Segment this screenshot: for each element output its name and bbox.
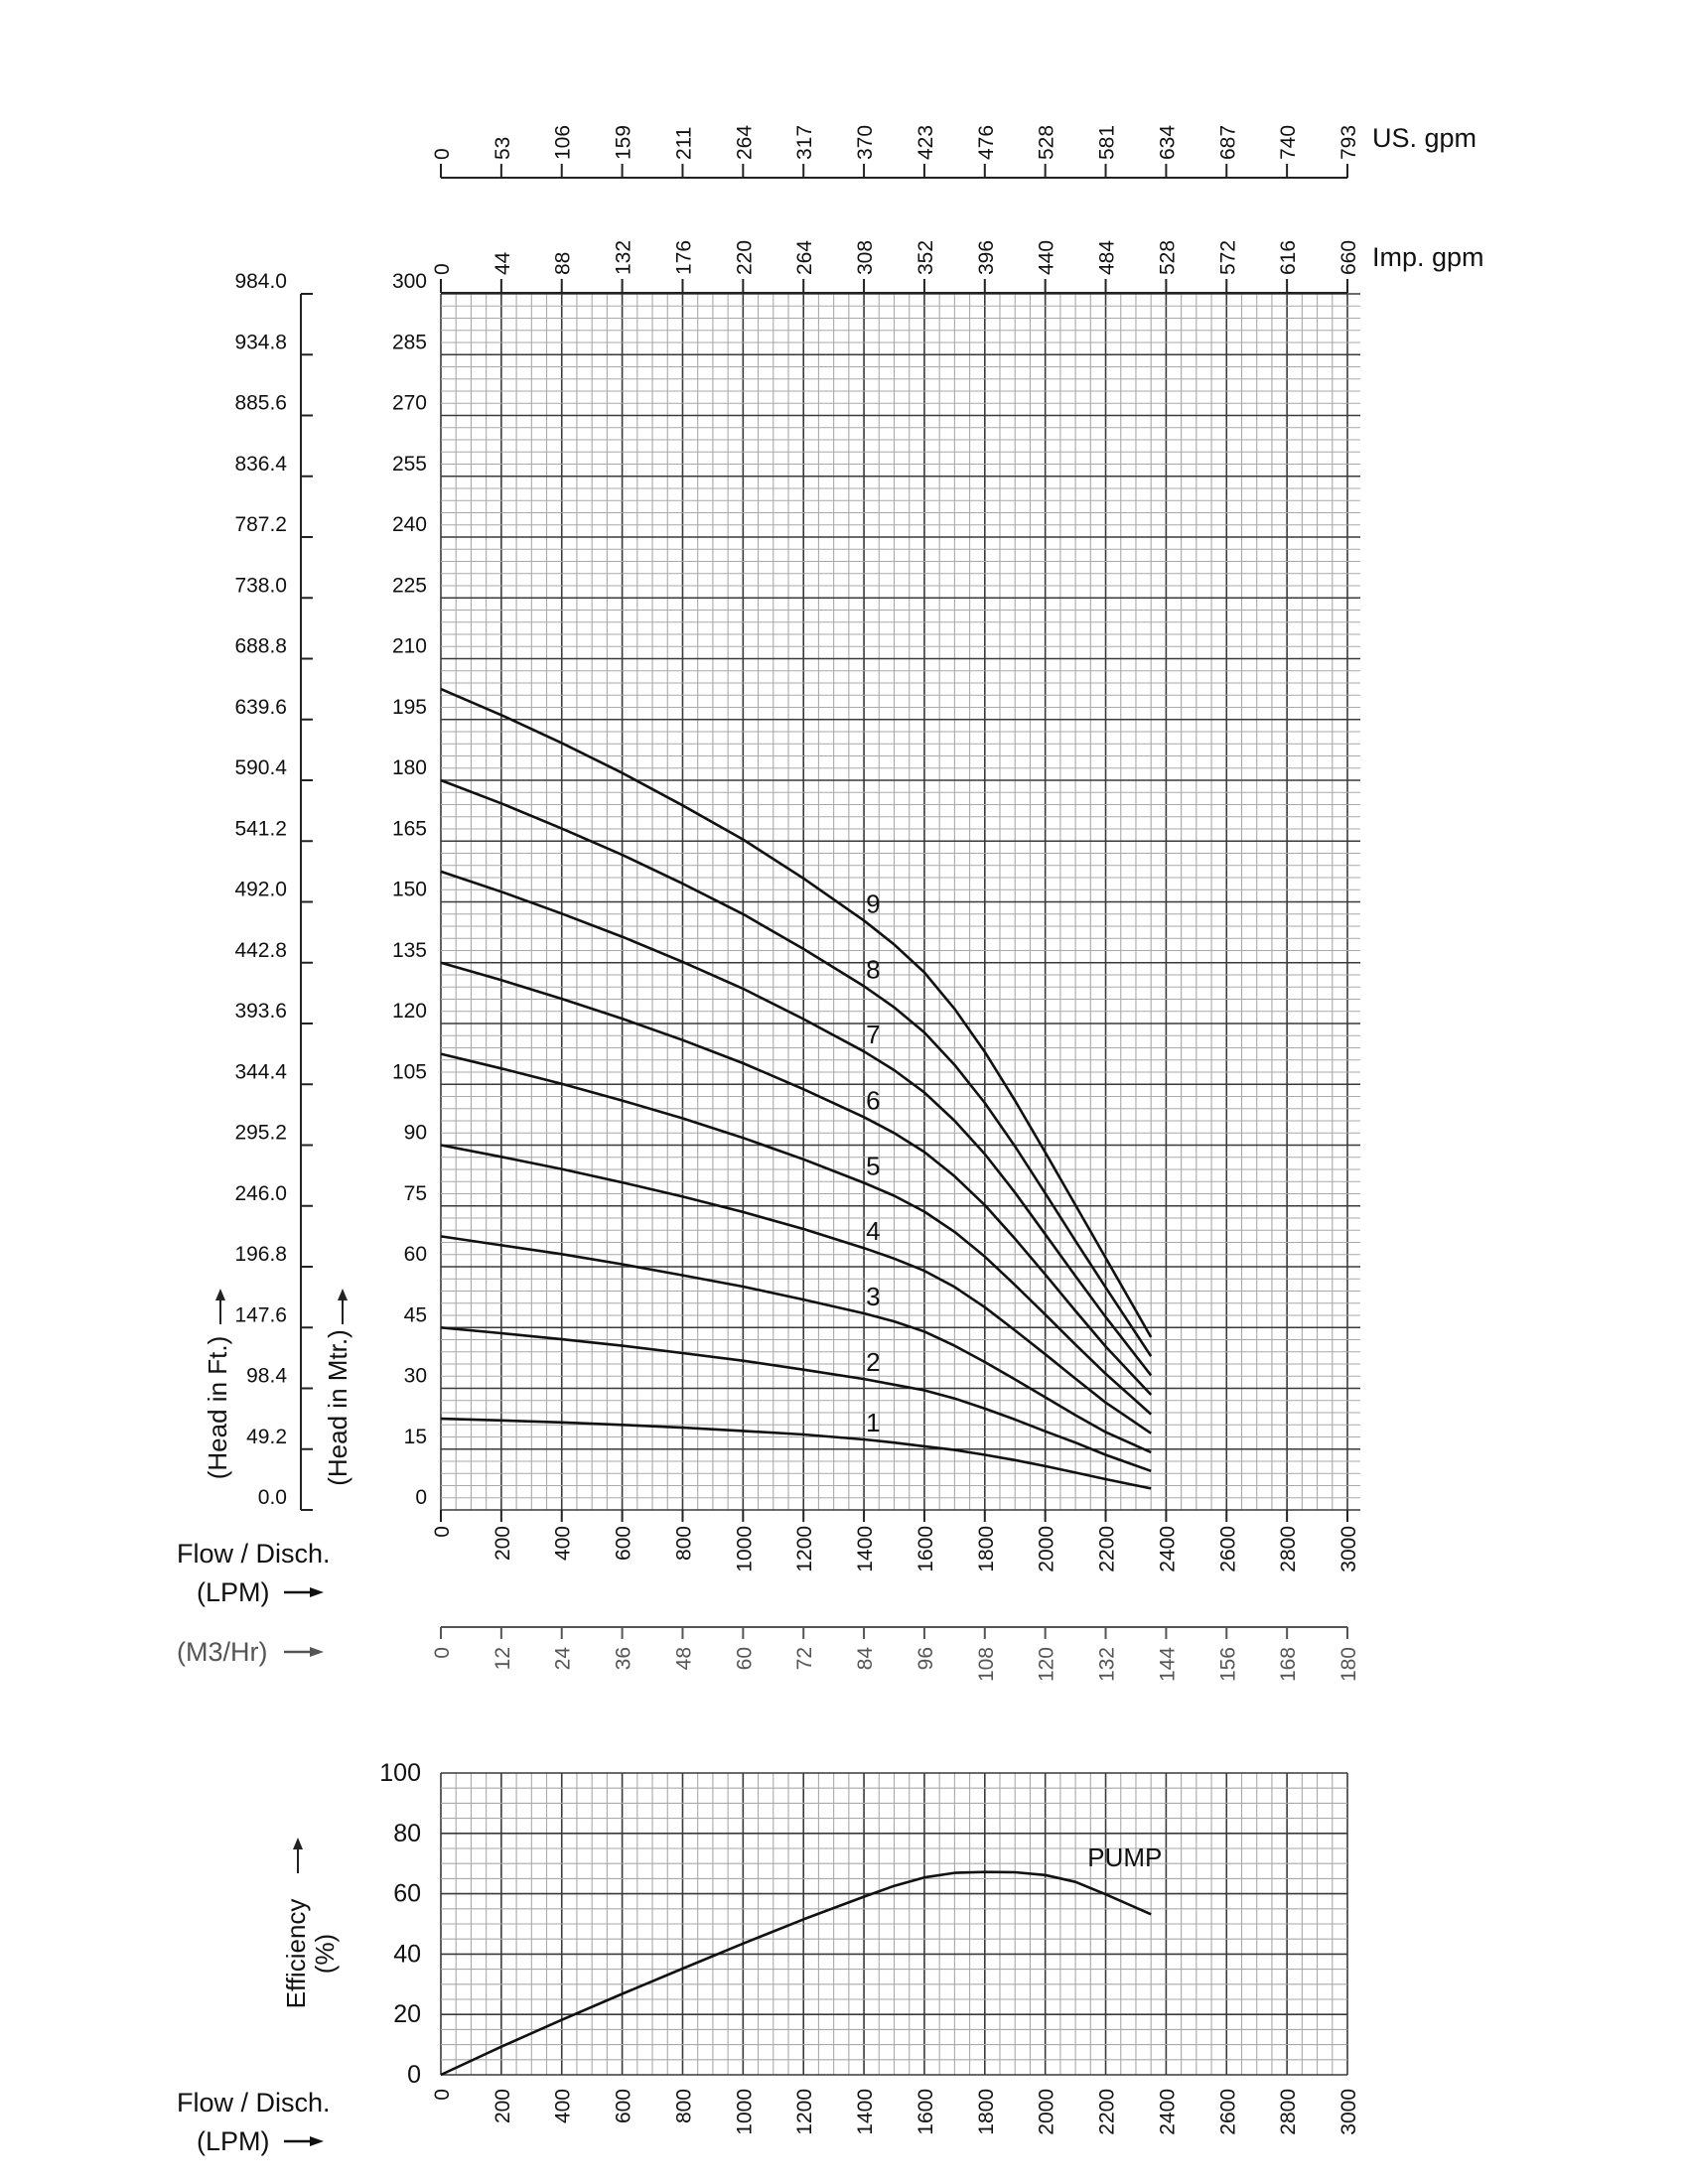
us-gpm-tick-label: 317: [793, 124, 817, 160]
efficiency-x-tick-label: 0: [431, 2089, 454, 2101]
curve-label: 4: [866, 1216, 881, 1247]
ft-tick-label: 836.4: [234, 452, 287, 476]
m-tick-label: 300: [391, 270, 427, 293]
lpm-right-arrow: [310, 1587, 324, 1597]
efficiency-tick-label: 20: [393, 2000, 421, 2029]
imp-gpm-unit-label: Imp. gpm: [1372, 242, 1484, 272]
m-tick-label: 180: [391, 756, 427, 779]
m-tick-label: 45: [403, 1303, 427, 1327]
m3hr-tick-label: 132: [1095, 1647, 1119, 1683]
efficiency-x-tick-label: 200: [491, 2089, 514, 2124]
ft-tick-label: 787.2: [234, 513, 287, 536]
efficiency-x-tick-label: 2000: [1035, 2089, 1058, 2135]
lpm-tick-label: 400: [551, 1526, 575, 1562]
imp-gpm-tick-label: 264: [793, 239, 817, 275]
m-tick-label: 15: [403, 1425, 427, 1448]
ft-tick-label: 442.8: [234, 938, 287, 962]
m-tick-label: 135: [391, 938, 427, 962]
m3hr-tick-label: 36: [612, 1647, 635, 1671]
imp-gpm-tick-label: 0: [431, 263, 454, 275]
efficiency-x-tick-label: 2800: [1277, 2089, 1301, 2135]
imp-gpm-tick-label: 352: [914, 239, 937, 275]
lpm-tick-label: 1400: [854, 1526, 878, 1572]
lpm-tick-label: 0: [431, 1526, 454, 1538]
m3hr-tick-label: 72: [793, 1647, 817, 1671]
lpm-tick-label: 2000: [1035, 1526, 1058, 1572]
lpm-tick-label: 1000: [733, 1526, 757, 1572]
imp-gpm-tick-label: 44: [491, 251, 514, 275]
m-tick-label: 225: [391, 574, 427, 598]
m-tick-label: 90: [403, 1121, 427, 1145]
us-gpm-tick-label: 634: [1156, 124, 1180, 160]
m3hr-tick-label: 96: [914, 1647, 937, 1671]
imp-gpm-tick-label: 132: [612, 239, 635, 275]
imp-gpm-tick-label: 616: [1277, 239, 1301, 275]
us-gpm-tick-label: 211: [672, 126, 696, 160]
m3hr-tick-label: 168: [1277, 1647, 1301, 1683]
m3hr-tick-label: 60: [733, 1647, 757, 1671]
ft-up-arrow: [215, 1289, 225, 1300]
us-gpm-tick-label: 159: [612, 124, 635, 160]
m-up-arrow: [338, 1289, 348, 1300]
m3hr-tick-label: 84: [854, 1647, 878, 1671]
m3hr-unit-label: (M3/Hr): [177, 1637, 268, 1667]
ft-tick-label: 49.2: [246, 1425, 287, 1448]
imp-gpm-tick-label: 396: [974, 239, 998, 275]
us-gpm-tick-label: 476: [974, 124, 998, 160]
efficiency-tick-label: 80: [393, 1819, 421, 1847]
efficiency-x-tick-label: 2200: [1095, 2089, 1119, 2135]
m3hr-tick-label: 156: [1216, 1647, 1240, 1683]
lpm-unit-label-efficiency: (LPM): [197, 2126, 270, 2156]
us-gpm-tick-label: 793: [1337, 124, 1360, 160]
m3hr-tick-label: 12: [491, 1647, 514, 1671]
m-tick-label: 0: [415, 1486, 427, 1509]
us-gpm-tick-label: 528: [1035, 124, 1058, 160]
efficiency-x-tick-label: 3000: [1337, 2089, 1360, 2135]
lpm-tick-label: 1200: [793, 1526, 817, 1572]
m-tick-label: 120: [391, 1000, 427, 1023]
ft-tick-label: 639.6: [234, 695, 287, 719]
m-tick-label: 75: [403, 1181, 427, 1205]
us-gpm-tick-label: 0: [431, 148, 454, 160]
lpm-tick-label: 2200: [1095, 1526, 1119, 1572]
us-gpm-tick-label: 264: [733, 124, 757, 160]
imp-gpm-tick-label: 88: [551, 251, 575, 275]
flow-label-head: Flow / Disch.: [177, 1539, 331, 1569]
lpm-right-arrow: [310, 2136, 324, 2146]
imp-gpm-tick-label: 572: [1216, 239, 1240, 275]
imp-gpm-tick-label: 484: [1095, 239, 1119, 275]
efficiency-x-tick-label: 800: [672, 2089, 696, 2124]
efficiency-tick-label: 40: [393, 1940, 421, 1969]
ft-tick-label: 246.0: [234, 1181, 287, 1205]
m3hr-right-arrow: [310, 1647, 324, 1657]
m-tick-label: 270: [391, 391, 427, 415]
efficiency-axis-title: Efficiency: [281, 1898, 311, 2009]
ft-tick-label: 196.8: [234, 1243, 287, 1266]
m-tick-label: 210: [391, 634, 427, 658]
m3hr-tick-label: 108: [974, 1647, 998, 1683]
efficiency-tick-label: 0: [407, 2061, 421, 2089]
m-tick-label: 165: [391, 817, 427, 841]
lpm-tick-label: 1800: [974, 1526, 998, 1572]
lpm-unit-label-head: (LPM): [197, 1577, 270, 1607]
pump-curve-label: PUMP: [1087, 1843, 1163, 1873]
ft-tick-label: 590.4: [234, 756, 287, 779]
m-tick-label: 105: [391, 1060, 427, 1084]
m3hr-tick-label: 24: [551, 1647, 575, 1671]
efficiency-x-tick-label: 1600: [914, 2089, 937, 2135]
lpm-tick-label: 800: [672, 1526, 696, 1562]
head-m-axis-title: (Head in Mtr.): [323, 1329, 352, 1486]
efficiency-x-tick-label: 2400: [1156, 2089, 1180, 2135]
us-gpm-tick-label: 370: [854, 124, 878, 160]
m3hr-tick-label: 48: [672, 1647, 696, 1671]
curve-label: 8: [866, 954, 881, 985]
curve-label: 5: [866, 1151, 881, 1181]
m-tick-label: 240: [391, 513, 427, 536]
ft-tick-label: 147.6: [234, 1303, 287, 1327]
ft-tick-label: 98.4: [246, 1364, 287, 1388]
m-tick-label: 30: [403, 1364, 427, 1388]
m-tick-label: 195: [391, 695, 427, 719]
flow-label-efficiency: Flow / Disch.: [177, 2088, 331, 2117]
head-grid: [441, 294, 1360, 1510]
curve-label: 2: [866, 1347, 881, 1378]
lpm-tick-label: 2400: [1156, 1526, 1180, 1572]
curve-label: 9: [866, 888, 881, 919]
curve-label: 6: [866, 1085, 881, 1116]
curve-label: 3: [866, 1281, 881, 1311]
us-gpm-tick-label: 687: [1216, 124, 1240, 160]
efficiency-up-arrow: [293, 1838, 303, 1849]
m-tick-label: 60: [403, 1243, 427, 1266]
lpm-tick-label: 1600: [914, 1526, 937, 1572]
head-ft-axis-title: (Head in Ft.): [203, 1335, 232, 1480]
lpm-tick-label: 2800: [1277, 1526, 1301, 1572]
imp-gpm-tick-label: 308: [854, 239, 878, 275]
m3hr-tick-label: 120: [1035, 1647, 1058, 1683]
imp-gpm-tick-label: 660: [1337, 239, 1360, 275]
lpm-tick-label: 200: [491, 1526, 514, 1562]
us-gpm-unit-label: US. gpm: [1372, 123, 1477, 153]
efficiency-x-tick-label: 1800: [974, 2089, 998, 2135]
us-gpm-tick-label: 740: [1277, 124, 1301, 160]
imp-gpm-tick-label: 176: [672, 239, 696, 275]
ft-tick-label: 295.2: [234, 1121, 287, 1145]
imp-gpm-tick-label: 440: [1035, 239, 1058, 275]
ft-tick-label: 541.2: [234, 817, 287, 841]
efficiency-grid: [441, 1773, 1347, 2075]
imp-gpm-tick-label: 528: [1156, 239, 1180, 275]
ft-tick-label: 492.0: [234, 878, 287, 901]
us-gpm-tick-label: 581: [1095, 124, 1119, 160]
m3hr-tick-label: 0: [431, 1647, 454, 1659]
m3hr-tick-label: 180: [1337, 1647, 1360, 1683]
curve-label: 1: [866, 1407, 881, 1437]
m-tick-label: 255: [391, 452, 427, 476]
efficiency-tick-label: 60: [393, 1879, 421, 1908]
lpm-tick-label: 600: [612, 1526, 635, 1562]
lpm-tick-label: 3000: [1337, 1526, 1360, 1572]
m-tick-label: 285: [391, 331, 427, 354]
efficiency-x-tick-label: 1400: [854, 2089, 878, 2135]
efficiency-tick-label: 100: [379, 1759, 421, 1787]
efficiency-x-tick-label: 1000: [733, 2089, 757, 2135]
ft-tick-label: 688.8: [234, 634, 287, 658]
m-tick-label: 150: [391, 878, 427, 901]
efficiency-x-tick-label: 1200: [793, 2089, 817, 2135]
curve-label: 7: [866, 1020, 881, 1050]
imp-gpm-tick-label: 220: [733, 239, 757, 275]
ft-tick-label: 934.8: [234, 331, 287, 354]
ft-tick-label: 738.0: [234, 574, 287, 598]
ft-tick-label: 885.6: [234, 391, 287, 415]
us-gpm-tick-label: 423: [914, 124, 937, 160]
us-gpm-tick-label: 106: [551, 124, 575, 160]
ft-tick-label: 393.6: [234, 1000, 287, 1023]
ft-tick-label: 984.0: [234, 270, 287, 293]
ft-tick-label: 344.4: [234, 1060, 287, 1084]
efficiency-x-tick-label: 2600: [1216, 2089, 1240, 2135]
ft-tick-label: 0.0: [257, 1486, 287, 1509]
us-gpm-tick-label: 53: [491, 136, 514, 160]
lpm-tick-label: 2600: [1216, 1526, 1240, 1572]
efficiency-unit-label: (%): [310, 1933, 340, 1975]
m3hr-tick-label: 144: [1156, 1647, 1180, 1683]
efficiency-x-tick-label: 400: [551, 2089, 575, 2124]
efficiency-x-tick-label: 600: [612, 2089, 635, 2124]
